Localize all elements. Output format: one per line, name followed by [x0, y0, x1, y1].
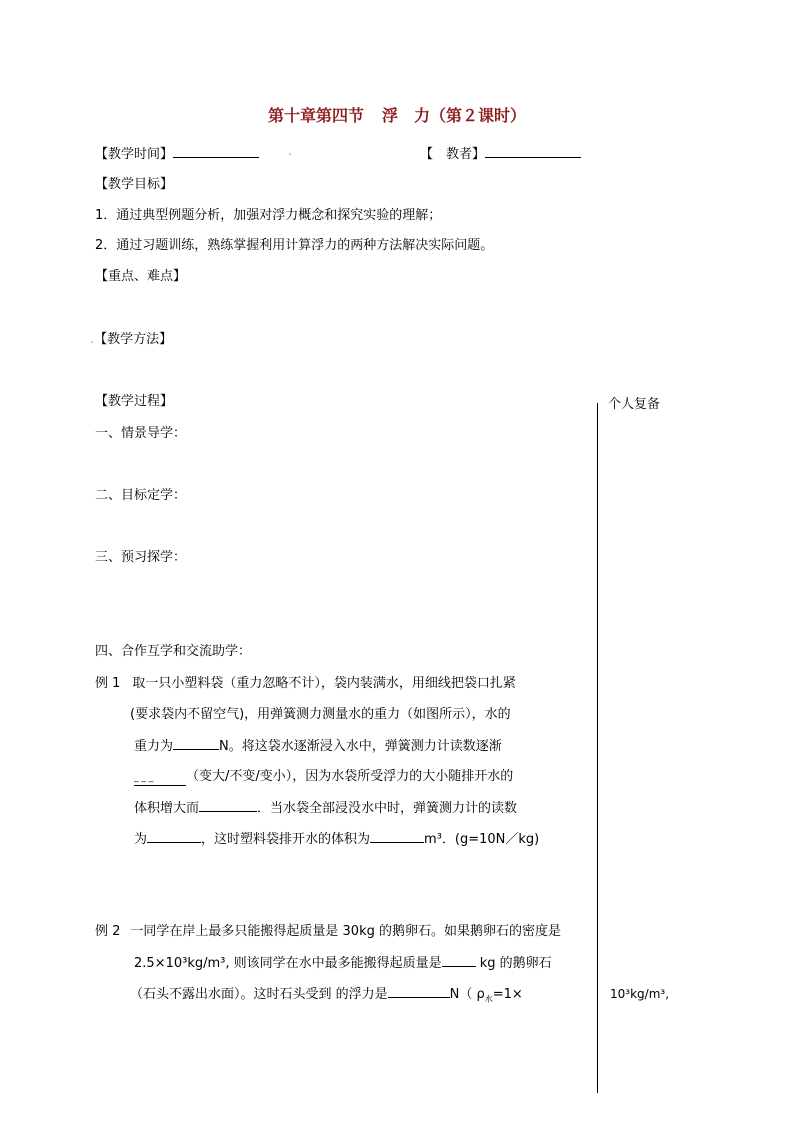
example1-line2: (要求袋内不留空气)，用弹簧测力测量水的重力（如图所示），水的: [130, 707, 511, 722]
example2-line3: [130, 985, 523, 1009]
teaching-time-blank: [173, 145, 259, 158]
teaching-time-row: [95, 145, 259, 164]
title-main: 第十章第四节: [267, 106, 364, 125]
example1-text: N。将这袋水逐渐浸入水中，弹簧测力计读数逐渐: [219, 739, 502, 754]
example2-side-note: 10³kg/m³,: [610, 987, 670, 1001]
example1-text: m³．(g=10N／kg): [424, 832, 540, 847]
example2-label: 例 2: [95, 924, 121, 939]
objective-item: 2．通过习题训练，熟练掌握利用计算浮力的两种方法解决实际问题。: [95, 238, 494, 253]
method-row: [90, 331, 172, 349]
answer-blank: [388, 985, 450, 998]
section-heading: 一、情景导学：: [95, 426, 187, 441]
section-heading: 四、合作互学和交流助学：: [95, 644, 252, 659]
section-heading: 二、目标定学：: [95, 488, 187, 503]
marker-dot: .: [90, 332, 95, 347]
answer-blank: _ _ _: [134, 773, 186, 786]
water-subscript: 水: [484, 994, 493, 1004]
process-heading: 【教学过程】: [95, 394, 174, 409]
teaching-time-label: 【教学时间】: [95, 147, 174, 162]
section-heading: 三、预习探学：: [95, 550, 187, 565]
answer-blank: [442, 954, 476, 967]
answer-blank: [173, 737, 219, 750]
example1-line5: [134, 799, 517, 818]
key-points-heading: 【重点、难点】: [95, 269, 187, 284]
side-column-divider: [597, 403, 598, 1093]
teacher-blank: [485, 145, 581, 158]
example2-text: 2.5×10³kg/m³, 则该同学在水中最多能搬得起质量是: [134, 956, 442, 971]
teacher-label: 【 教者】: [420, 147, 486, 162]
objectives-heading: 【教学目标】: [95, 177, 174, 192]
example1-text: （变大/不变/变小），因为水袋所受浮力的大小随排开水的: [186, 769, 514, 784]
example1-text: ．当水袋全部浸没水中时，弹簧测力计的读数: [257, 801, 518, 816]
answer-blank: [147, 830, 201, 843]
example2-text: =1×: [492, 987, 523, 1002]
example1-label: 例 1: [95, 676, 121, 691]
objective-item: 1．通过典型例题分析，加强对浮力概念和探究实验的理解；: [95, 208, 442, 223]
teacher-row: [420, 145, 581, 164]
answer-blank: [199, 799, 257, 812]
title-sub: 浮 力（第２课时）: [382, 106, 527, 125]
example2-text: （石头不露出水面）。这时石头受到 的浮力是: [130, 987, 388, 1002]
example1-line6: [134, 830, 539, 849]
example1-text: ，这时塑料袋排开水的体积为: [201, 832, 371, 847]
example2-text: N（ ρ: [449, 987, 485, 1002]
example1-line3: [134, 737, 502, 756]
example2-text: 一同学在岸上最多只能搬得起质量是 30kg 的鹅卵石。如果鹅卵石的密度是: [130, 924, 561, 939]
example1-text: 取一只小塑料袋（重力忽略不计），袋内装满水，用细线把袋口扎紧: [132, 676, 516, 691]
example1-line1: [95, 675, 516, 693]
side-column-heading: 个人复备: [608, 397, 661, 412]
example1-text: 体积增大而: [134, 801, 200, 816]
example2-text: kg 的鹅卵石: [479, 956, 552, 971]
marker-dot: .: [288, 144, 293, 159]
example2-line2: [134, 954, 552, 973]
example1-text: 为: [134, 832, 148, 847]
method-heading: 【教学方法】: [94, 332, 173, 347]
example1-line4: [134, 768, 513, 786]
example1-text: 重力为: [134, 739, 174, 754]
answer-blank: [370, 830, 424, 843]
example2-line1: [95, 923, 561, 941]
page-title: [0, 106, 794, 126]
